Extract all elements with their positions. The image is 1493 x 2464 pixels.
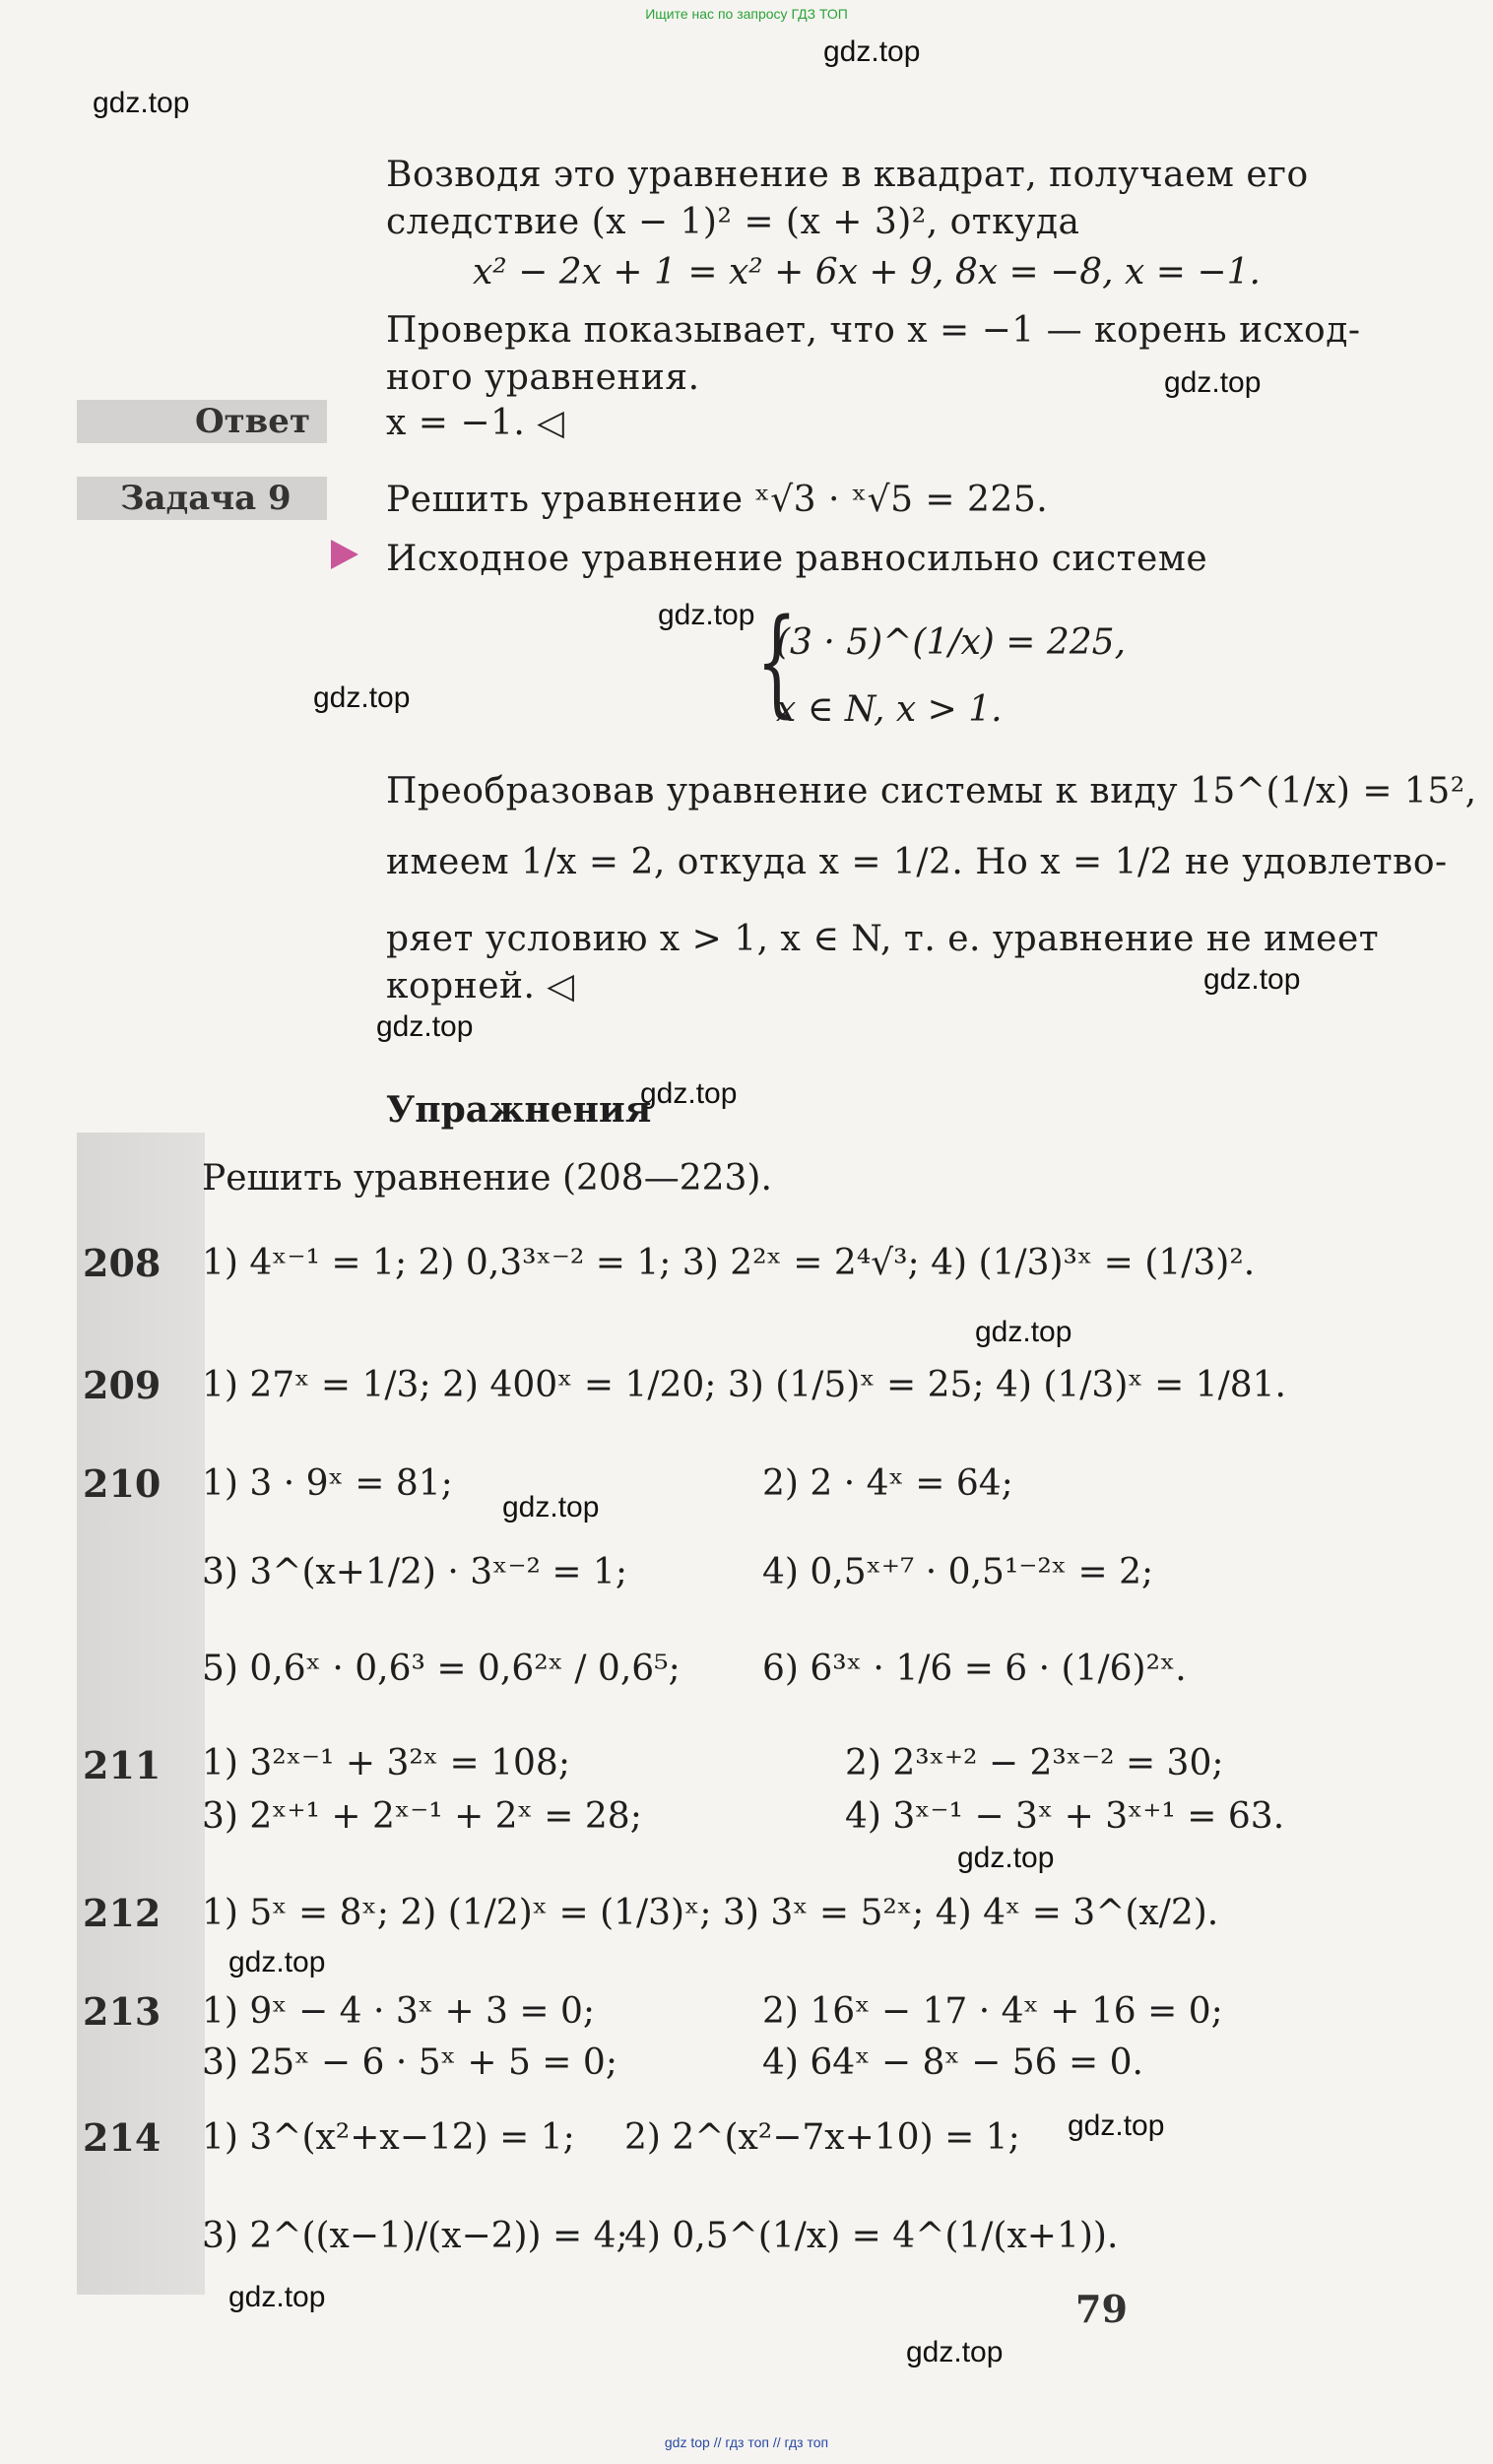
exercises-heading: Упражнения (386, 1089, 652, 1131)
exercise-number: 209 (83, 1363, 162, 1407)
exercise-row: 1) 5ˣ = 8ˣ; 2) (1/2)ˣ = (1/3)ˣ; 3) 3ˣ = 5²ˣ; 4) 4ˣ = 3^(x/2). (202, 1893, 1219, 1933)
watermark: gdz.top (1164, 366, 1262, 399)
exercise-item: 4) 64ˣ − 8ˣ − 56 = 0. (762, 2043, 1143, 2083)
page-number: 79 (1075, 2287, 1128, 2331)
watermark: gdz.top (906, 2336, 1004, 2368)
exercise-number: 214 (83, 2115, 162, 2160)
paragraph-line: Возводя это уравнение в квадрат, получаем его (386, 155, 1309, 195)
exercise-row: 1) 4ˣ⁻¹ = 1; 2) 0,3³ˣ⁻² = 1; 3) 2²ˣ = 2⁴√³; 4) (1/3)³ˣ = (1/3)². (202, 1243, 1256, 1283)
watermark: gdz.top (658, 599, 755, 631)
task-label: Задача 9 (77, 477, 327, 520)
paragraph-line: Исходное уравнение равносильно системе (386, 539, 1208, 579)
exercise-item: 2) 2^(x²−7x+10) = 1; (624, 2117, 1020, 2158)
answer-text: x = −1. ◁ (386, 403, 565, 443)
exercise-item: 3) 2ˣ⁺¹ + 2ˣ⁻¹ + 2ˣ = 28; (202, 1796, 642, 1837)
exercise-number: 208 (83, 1241, 162, 1285)
footer-text: gdz top // гдз топ // гдз топ (664, 2434, 829, 2450)
paragraph-line: Проверка показывает, что x = −1 — корень исход- (386, 310, 1361, 351)
exercise-item: 3) 25ˣ − 6 · 5ˣ + 5 = 0; (202, 2043, 617, 2083)
exercise-item: 2) 2 · 4ˣ = 64; (762, 1463, 1013, 1504)
solution-marker-icon (331, 540, 358, 569)
exercise-item: 1) 3 · 9ˣ = 81; (202, 1463, 453, 1504)
task-text: Решить уравнение ˣ√3 · ˣ√5 = 225. (386, 480, 1049, 520)
watermark: gdz.top (228, 2281, 326, 2313)
exercise-item: 2) 16ˣ − 17 · 4ˣ + 16 = 0; (762, 1991, 1223, 2032)
watermark: gdz.top (823, 35, 921, 68)
brace-icon: { (756, 593, 798, 729)
exercises-intro: Решить уравнение (208—223). (202, 1158, 772, 1199)
exercise-item: 3) 3^(x+1/2) · 3ˣ⁻² = 1; (202, 1552, 627, 1592)
paragraph-line: ного уравнения. (386, 357, 700, 398)
watermark: gdz.top (1068, 2109, 1165, 2142)
paragraph-line: Преобразовав уравнение системы к виду 15^(1/x) = 15², (386, 771, 1477, 811)
watermark: gdz.top (640, 1077, 738, 1110)
system-line: (3 · 5)^(1/x) = 225, (776, 622, 1127, 663)
exercise-number: 213 (83, 1989, 162, 2034)
exercise-number: 212 (83, 1891, 162, 1935)
system-line: x ∈ N, x > 1. (776, 689, 1003, 730)
exercise-number: 210 (83, 1461, 162, 1506)
exercise-item: 1) 9ˣ − 4 · 3ˣ + 3 = 0; (202, 1991, 596, 2032)
answer-label: Ответ (77, 400, 327, 443)
exercise-row: 1) 27ˣ = 1/3; 2) 400ˣ = 1/20; 3) (1/5)ˣ = 25; 4) (1/3)ˣ = 1/81. (202, 1365, 1286, 1405)
exercise-item: 3) 2^((x−1)/(x−2)) = 4; (202, 2216, 628, 2256)
exercise-item: 1) 3^(x²+x−12) = 1; (202, 2117, 575, 2158)
exercise-item: 4) 0,5^(1/x) = 4^(1/(x+1)). (624, 2216, 1119, 2256)
watermark: gdz.top (502, 1491, 600, 1524)
paragraph-line: корней. ◁ (386, 966, 575, 1006)
paragraph-line: имеем 1/x = 2, откуда x = 1/2. Но x = 1/2 не удовлетво- (386, 842, 1448, 882)
watermark: gdz.top (93, 87, 190, 119)
top-banner: Ищите нас по запросу ГДЗ ТОП (645, 6, 848, 22)
watermark: gdz.top (975, 1316, 1072, 1348)
watermark: gdz.top (228, 1946, 326, 1978)
exercise-item: 5) 0,6ˣ · 0,6³ = 0,6²ˣ / 0,6⁵; (202, 1649, 681, 1689)
watermark: gdz.top (1203, 963, 1301, 996)
paragraph-line: ряет условию x > 1, x ∈ N, т. е. уравнение не имеет (386, 919, 1380, 959)
equation-line: x² − 2x + 1 = x² + 6x + 9, 8x = −8, x = −1. (473, 252, 1261, 292)
exercise-number: 211 (83, 1743, 162, 1787)
watermark: gdz.top (957, 1842, 1055, 1874)
watermark: gdz.top (313, 681, 411, 714)
exercise-item: 6) 6³ˣ · 1/6 = 6 · (1/6)²ˣ. (762, 1649, 1187, 1689)
exercise-item: 4) 0,5ˣ⁺⁷ · 0,5¹⁻²ˣ = 2; (762, 1552, 1154, 1592)
watermark: gdz.top (376, 1010, 474, 1043)
exercise-item: 4) 3ˣ⁻¹ − 3ˣ + 3ˣ⁺¹ = 63. (845, 1796, 1285, 1837)
exercise-item: 1) 3²ˣ⁻¹ + 3²ˣ = 108; (202, 1743, 570, 1783)
exercise-item: 2) 2³ˣ⁺² − 2³ˣ⁻² = 30; (845, 1743, 1224, 1783)
paragraph-line: следствие (x − 1)² = (x + 3)², откуда (386, 202, 1080, 242)
